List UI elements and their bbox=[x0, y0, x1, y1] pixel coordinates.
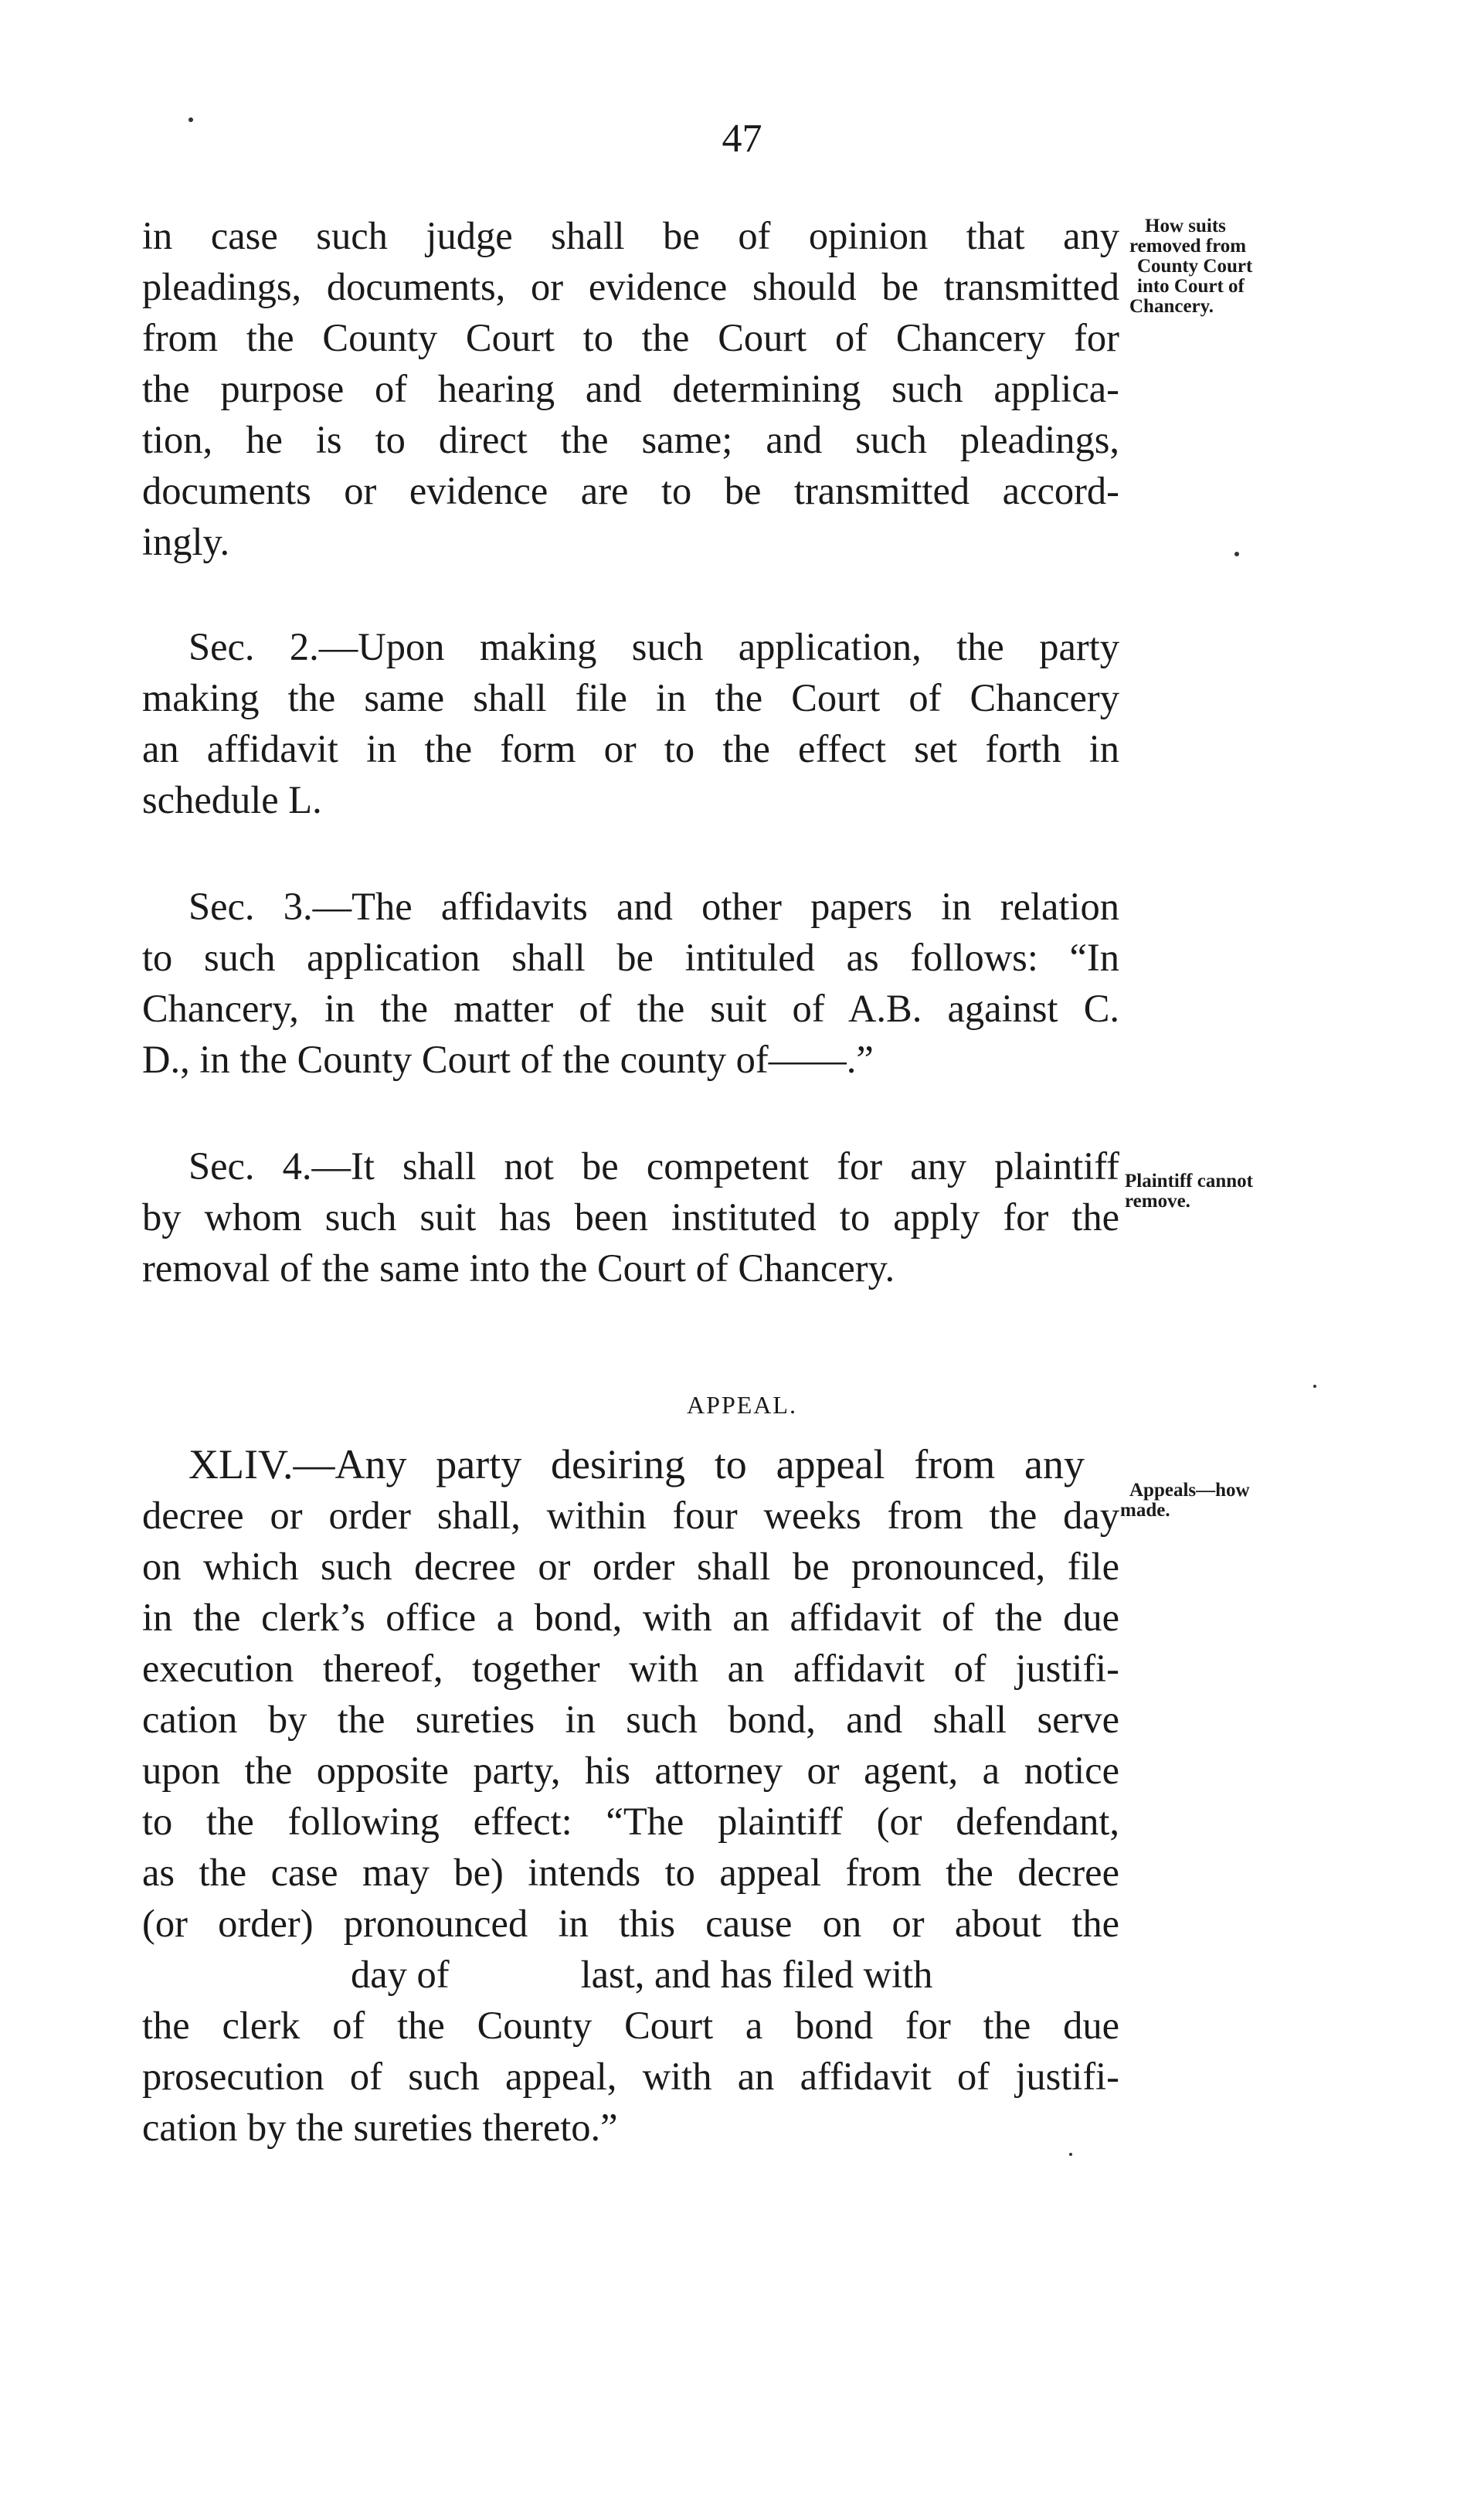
text-line: Sec. 4.—It shall not be competent for any plaintiff bbox=[188, 1144, 1119, 1188]
text-line: in the clerk’s office a bond, with an affidavit of the due bbox=[142, 1596, 1119, 1639]
text-line: documents or evidence are to be transmitted accord- bbox=[142, 469, 1119, 512]
text-line: as the case may be) intends to appeal from the decree bbox=[142, 1851, 1119, 1894]
margin-note-plaintiff-cannot-remove bbox=[1125, 1171, 1253, 1212]
text-line: Sec. 3.—The affidavits and other papers in relation bbox=[188, 885, 1119, 928]
scan-speck bbox=[1234, 552, 1239, 556]
text-line: in case such judge shall be of opinion that any bbox=[142, 214, 1119, 257]
text-line: execution thereof, together with an affidavit of justifi- bbox=[142, 1647, 1119, 1690]
paragraph-1 bbox=[142, 210, 1119, 567]
text-line: D., in the County Court of the county of——.” bbox=[142, 1038, 874, 1081]
text-line: decree or order shall, within four weeks from the day bbox=[142, 1494, 1119, 1537]
text-line: to the following effect: “The plaintiff (or defendant, bbox=[142, 1800, 1119, 1843]
margin-note-how-suits-removed bbox=[1129, 216, 1252, 317]
margin-note-line: into Court of bbox=[1137, 276, 1245, 297]
text-line: an affidavit in the form or to the effect set forth in bbox=[142, 727, 1119, 770]
text-line: upon the opposite party, his attorney or agent, a notice bbox=[142, 1749, 1119, 1792]
text-line: Sec. 2.—Upon making such application, the party bbox=[188, 625, 1119, 668]
page-number: 47 bbox=[722, 117, 762, 161]
scan-speck bbox=[1313, 1385, 1316, 1388]
text-line: (or order) pronounced in this cause on or about the bbox=[142, 1902, 1119, 1945]
text-line: prosecution of such appeal, with an affidavit of justifi- bbox=[142, 2055, 1119, 2098]
day-of-text: day of bbox=[351, 1953, 450, 1996]
margin-note-line: remove. bbox=[1125, 1191, 1190, 1212]
text-line: removal of the same into the Court of Chancery. bbox=[142, 1246, 895, 1290]
section-2 bbox=[142, 621, 1119, 825]
section-heading-appeal: APPEAL. bbox=[687, 1391, 797, 1419]
section-4 bbox=[142, 1141, 1119, 1294]
text-line: XLIV.—Any party desiring to appeal from any bbox=[188, 1441, 1085, 1488]
text-line: the clerk of the County Court a bond for the due bbox=[142, 2004, 1119, 2047]
text-line: ingly. bbox=[142, 520, 230, 563]
margin-note-line: made. bbox=[1120, 1500, 1170, 1521]
text-line: to such application shall be intituled as follows: “In bbox=[142, 936, 1119, 979]
text-line: from the County Court to the Court of Chancery for bbox=[142, 316, 1119, 359]
margin-note-line: County Court bbox=[1137, 256, 1253, 277]
text-line: tion, he is to direct the same; and such pleadings, bbox=[142, 418, 1119, 461]
margin-note-line: How suits bbox=[1145, 216, 1226, 236]
margin-note-line: Plaintiff cannot bbox=[1125, 1171, 1253, 1192]
text-line: pleadings, documents, or evidence should be transmitted bbox=[142, 265, 1119, 308]
scan-speck bbox=[188, 117, 193, 122]
margin-note-line: Chancery. bbox=[1129, 296, 1214, 317]
last-text: last, and has filed with bbox=[580, 1953, 933, 1996]
margin-note-appeals-how-made bbox=[1120, 1481, 1250, 1521]
scan-speck bbox=[1069, 2153, 1072, 2156]
text-line: schedule L. bbox=[142, 778, 322, 821]
text-line: by whom such suit has been instituted to apply for the bbox=[142, 1195, 1119, 1239]
text-line: cation by the sureties in such bond, and shall serve bbox=[142, 1698, 1119, 1741]
margin-note-line: Appeals—how bbox=[1129, 1480, 1250, 1501]
section-xliv bbox=[142, 1439, 1119, 2153]
text-line: making the same shall file in the Court of Chancery bbox=[142, 676, 1119, 719]
text-line: the purpose of hearing and determining such applica- bbox=[142, 367, 1119, 410]
text-line: Chancery, in the matter of the suit of A.B. against C. bbox=[142, 987, 1119, 1030]
text-line-with-blanks bbox=[142, 1949, 1119, 2000]
text-line: on which such decree or order shall be pronounced, file bbox=[142, 1545, 1119, 1588]
section-3 bbox=[142, 881, 1119, 1085]
text-line: cation by the sureties thereto.” bbox=[142, 2106, 618, 2149]
margin-note-line: removed from bbox=[1129, 236, 1247, 257]
